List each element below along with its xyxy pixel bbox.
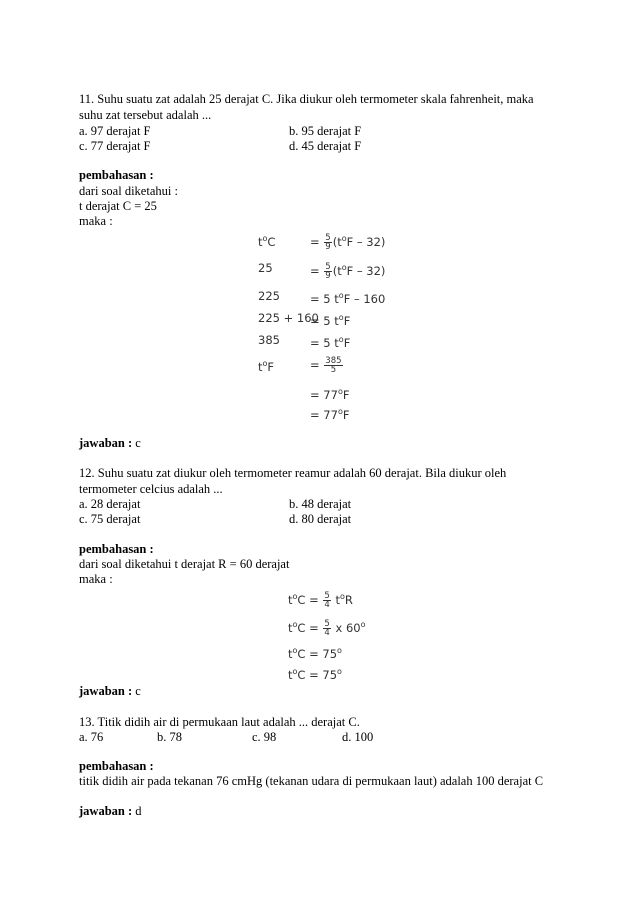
q12-option-a: a. 28 derajat — [79, 497, 141, 511]
q12-given: dari soal diketahui t derajat R = 60 derajat — [79, 557, 290, 571]
q12-jawaban — [79, 684, 141, 699]
q13-pembahasan-heading: pembahasan : — [79, 759, 154, 773]
q12-question-line2: termometer celcius adalah ... — [79, 482, 223, 496]
q11-pembahasan-heading: pembahasan : — [79, 168, 154, 182]
q11-question-line1: 11. Suhu suatu zat adalah 25 derajat C. Jika diukur oleh termometer skala fahrenheit, maka — [79, 92, 534, 106]
q11-step-7: = $77^oF$ — [310, 387, 350, 402]
q12-pembahasan-heading: pembahasan : — [79, 542, 154, 556]
q12-jawaban-value: c — [132, 684, 141, 698]
q12-step-1: $t^oC$ = $\frac{5}{4}$ $t^oR$ — [288, 591, 353, 610]
q11-step-3: 225 = 5 $t^oF - 160$ — [258, 289, 386, 306]
q13-option-d: d. 100 — [342, 730, 374, 744]
q13-jawaban-label: jawaban : — [79, 804, 133, 818]
q11-given: t derajat C = 25 — [79, 199, 157, 213]
q11-step-1: $t^oC$ = $\frac{5}{9}$ $(t^oF - 32)$ — [258, 233, 386, 252]
q13-question: 13. Titik didih air di permukaan laut adalah ... derajat C. — [79, 715, 360, 729]
q13-option-a: a. 76 — [79, 730, 104, 744]
q11-option-c: c. 77 derajat F — [79, 139, 151, 153]
q11-jawaban — [79, 436, 141, 451]
q11-option-a: a. 97 derajat F — [79, 124, 151, 138]
q13-jawaban-value: d — [132, 804, 142, 818]
q11-step-8: = $77^oF$ — [310, 407, 350, 422]
q12-step-4: $t^oC = 75^o$ — [288, 667, 342, 682]
q11-option-b: b. 95 derajat F — [289, 124, 362, 138]
q12-maka: maka : — [79, 572, 113, 586]
q12-option-c: c. 75 derajat — [79, 512, 141, 526]
q11-step-6: $t^oF$ = $\frac{385}{5}$ — [258, 356, 342, 375]
q13-explanation: titik didih air pada tekanan 76 cmHg (tekanan udara di permukaan laut) adalah 100 derajat C — [79, 774, 544, 788]
q13-option-b: b. 78 — [157, 730, 182, 744]
q11-given-intro: dari soal diketahui : — [79, 184, 178, 198]
q11-option-d: d. 45 derajat F — [289, 139, 362, 153]
q11-jawaban-label: jawaban : — [79, 436, 133, 450]
q12-step-2: $t^oC$ = $\frac{5}{4}$ x 60$^o$ — [288, 619, 366, 638]
q11-jawaban-value: c — [132, 436, 141, 450]
q11-maka: maka : — [79, 214, 113, 228]
q13-jawaban — [79, 804, 142, 819]
q12-question-line1: 12. Suhu suatu zat diukur oleh termometer reamur adalah 60 derajat. Bila diukur oleh — [79, 466, 507, 480]
q11-step-2: 25 = $\frac{5}{9}$ $(t^oF - 32)$ — [258, 261, 386, 281]
q12-step-3: $t^oC = 75^o$ — [288, 646, 342, 661]
q12-jawaban-label: jawaban : — [79, 684, 133, 698]
q11-step-5: 385 = 5 $t^oF$ — [258, 333, 351, 350]
q12-option-d: d. 80 derajat — [289, 512, 352, 526]
q13-option-c: c. 98 — [252, 730, 277, 744]
q11-step-4: 225 + 160 = 5 $t^oF$ — [258, 311, 351, 328]
q12-option-b: b. 48 derajat — [289, 497, 352, 511]
q11-question-line2: suhu zat tersebut adalah ... — [79, 108, 212, 122]
